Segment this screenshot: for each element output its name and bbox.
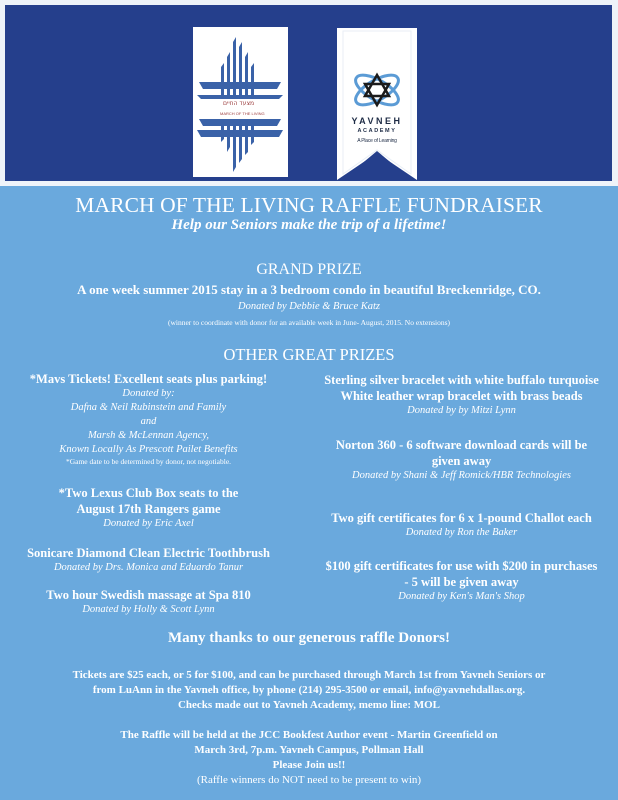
prize-donor-line: Marsh & McLennan Agency, [87, 430, 210, 441]
prize-donor: Donated by Eric Axel [103, 518, 194, 529]
yavneh-banner-graphic [337, 28, 417, 180]
page-title: MARCH OF THE LIVING RAFFLE FUNDRAISER [75, 193, 543, 217]
prize-donor-line: Donated by: [122, 388, 175, 399]
disclaimer: (Raffle winners do NOT need to be present to win) [196, 774, 422, 786]
prize-sonicare [0, 545, 297, 575]
mol-english-text: MARCH OF THE LIVING [220, 111, 265, 116]
prize-title-line: - 5 will be given away [404, 575, 519, 589]
prize-donor: Donated by Ron the Baker [405, 527, 518, 538]
event-info-line: The Raffle will be held at the JCC Bookfest Author event - Martin Greenfield on [120, 729, 498, 741]
tickets-info-line: Tickets are $25 each, or 5 for $100, and can be purchased through March 1st from Yavneh Seniors or [72, 669, 546, 681]
grand-prize-heading: GRAND PRIZE [256, 261, 362, 278]
prize-title-line: Sterling silver bracelet with white buffalo turquoise [324, 373, 599, 387]
prize-title-line: White leather wrap bracelet with brass beads [340, 389, 583, 403]
prize-title-line: given away [431, 454, 492, 468]
prize-title: Two hour Swedish massage at Spa 810 [46, 588, 251, 602]
prize-norton-360 [305, 437, 618, 483]
yavneh-academy-text: ACADEMY [357, 128, 397, 134]
event-info-line: March 3rd, 7p.m. Yavneh Campus, Pollman Hall [194, 744, 424, 756]
prize-mavs-tickets [0, 371, 297, 467]
tickets-info-line: Checks made out to Yavneh Academy, memo line: MOL [177, 699, 441, 711]
prize-donor: Donated by by Mitzi Lynn [407, 405, 516, 416]
prize-lexus-box-seats [0, 485, 297, 531]
prize-donor: Donated by Drs. Monica and Eduardo Tanur [53, 562, 244, 573]
prize-donor-line: Known Locally As Prescott Pailet Benefits [59, 444, 238, 455]
other-prizes-heading: OTHER GREAT PRIZES [223, 345, 395, 364]
grand-prize-description: A one week summer 2015 stay in a 3 bedroom condo in beautiful Breckenridge, CO. [77, 282, 541, 297]
prize-challot [305, 510, 618, 540]
prize-note: *Game date to be determined by donor, not negotiable. [65, 457, 232, 466]
prize-donor: Donated by Ken's Man's Shop [398, 591, 525, 602]
prize-donor: Donated by Shani & Jeff Romick/HBR Technologies [352, 470, 571, 481]
header-banner [5, 5, 612, 181]
prize-title-line: Norton 360 - 6 software download cards will be [335, 438, 588, 452]
prize-title-line: *Two Lexus Club Box seats to the [58, 486, 239, 500]
yavneh-academy-logo [337, 28, 417, 180]
grand-prize-donor: Donated by Debbie & Bruce Katz [237, 301, 380, 312]
prize-title-line: $100 gift certificates for use with $200 in purchases [325, 559, 598, 573]
yavneh-tagline: A Place of Learning [357, 138, 397, 144]
prize-title-line: August 17th Rangers game [76, 502, 221, 516]
mol-hebrew-text: מצעד החיים [223, 100, 255, 107]
prize-donor: Donated by Holly & Scott Lynn [82, 604, 215, 615]
prize-title: Sonicare Diamond Clean Electric Toothbrush [27, 546, 270, 560]
prize-donor-line: and [140, 416, 157, 427]
prize-title: *Mavs Tickets! Excellent seats plus parking! [29, 372, 268, 386]
grand-prize-note: (winner to coordinate with donor for an available week in June- August, 2015. No extensions) [167, 318, 450, 327]
tickets-info-line: from LuAnn in the Yavneh office, by phone (214) 295-3500 or email, info@yavnehdallas.org. [92, 684, 526, 696]
event-info-line: Please Join us!! [272, 759, 346, 771]
prize-donor-line: Dafna & Neil Rubinstein and Family [70, 402, 227, 413]
prize-swedish-massage [0, 587, 297, 617]
thanks-heading: Many thanks to our generous raffle Donors! [168, 630, 450, 646]
prize-bracelets [305, 372, 618, 418]
prize-title: Two gift certificates for 6 x 1-pound Challot each [331, 511, 592, 525]
yavneh-name: YAVNEH [351, 116, 403, 126]
page-subtitle: Help our Seniors make the trip of a lifetime! [171, 217, 447, 233]
prize-gift-certificates [305, 558, 618, 604]
march-of-the-living-logo [193, 27, 288, 177]
